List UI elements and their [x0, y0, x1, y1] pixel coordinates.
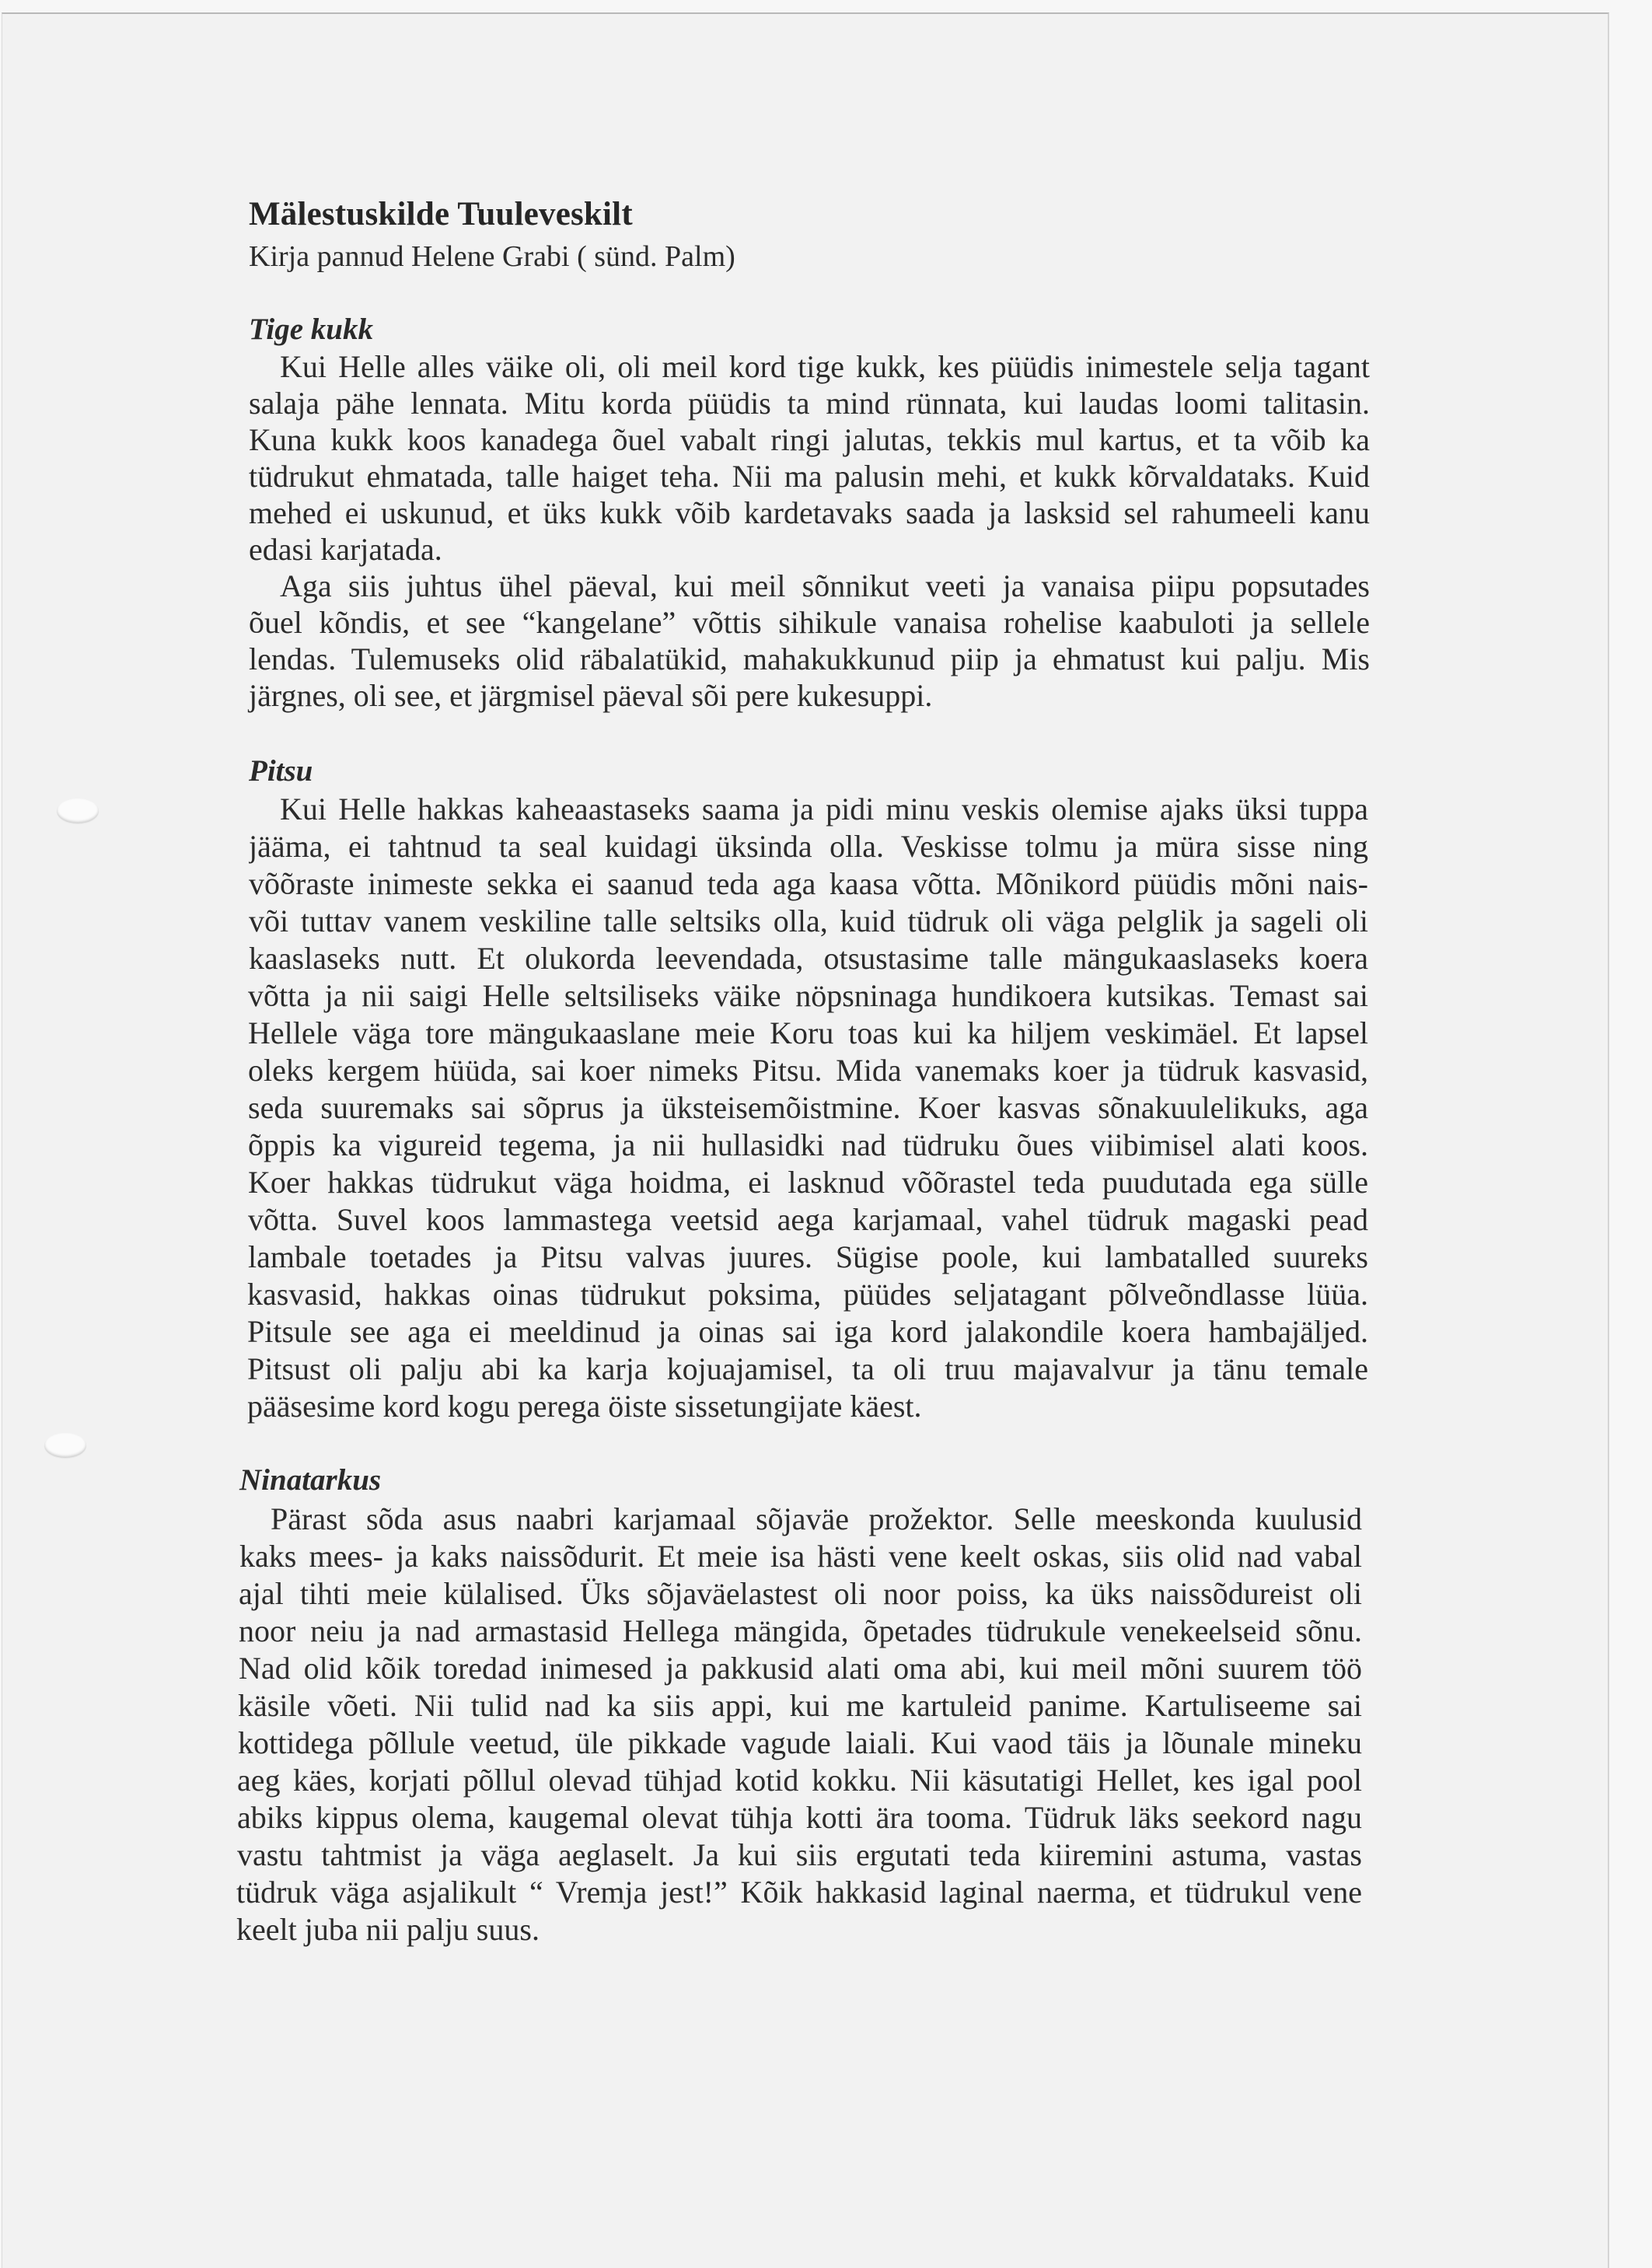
- paragraph-line: Kui Helle alles väike oli, oli meil kord tige kukk, kes püüdis inimestele selja tagant: [280, 349, 1370, 384]
- paragraph-line: tüdruk väga asjalikult “ Vremja jest!” Kõik hakkasid laginal naerma, et tüdrukul vene: [236, 1875, 1362, 1910]
- paragraph-line: Pärast sõda asus naabri karjamaal sõjaväe prožektor. Selle meeskonda kuulusid: [271, 1501, 1362, 1536]
- paragraph-line: õppis ka vigureid tegema, ja nii hullasidki nad tüdruku õues viibimisel alati koos.: [248, 1127, 1368, 1162]
- document-title: Mälestuskilde Tuuleveskilt: [249, 196, 633, 232]
- paragraph-line: Kui Helle hakkas kaheaastaseks saama ja pidi minu veskis olemise ajaks üksi tuppa: [280, 792, 1368, 826]
- paragraph-line: vastu tahtmist ja väga aeglaselt. Ja kui siis ergutati teda kiiremini astuma, vastas: [237, 1837, 1362, 1872]
- paragraph-line: kottidega põllule veetud, üle pikkade vagude laiali. Kui vaod täis ja lõunale mineku: [238, 1725, 1362, 1760]
- section-heading: Tige kukk: [249, 313, 373, 346]
- paragraph-line: ajal tihti meie külalised. Üks sõjaväelastest oli noor poiss, ka üks naissõdureist oli: [239, 1576, 1362, 1611]
- paragraph-line: oleks kergem hüüda, sai koer nimeks Pitsu. Mida vanemaks koer ja tüdruk kasvasid,: [248, 1053, 1368, 1088]
- paragraph-line: kasvasid, hakkas oinas tüdrukut poksima, püüdes seljatagant põlveõndlasse lüüa.: [247, 1277, 1368, 1312]
- paragraph-line: võtta. Suvel koos lammastega veetsid aega karjamaal, vahel tüdruk magaski pead: [248, 1202, 1368, 1237]
- paragraph-line: Pitsule see aga ei meeldinud ja oinas sai iga kord jalakondile koera hambajäljed.: [247, 1314, 1368, 1349]
- paragraph-line: Koer hakkas tüdrukut väga hoidma, ei lasknud võõrastel teda puudutada ega sülle: [248, 1165, 1368, 1200]
- punch-hole-upper: [57, 799, 99, 823]
- paragraph-line: või tuttav vanem veskiline talle seltsiks olla, kuid tüdruk oli väga pelglik ja sageli oli: [249, 903, 1368, 938]
- paragraph-line: Kuna kukk koos kanadega õuel vabalt ringi jalutas, tekkis mul kartus, et ta võib ka: [249, 422, 1370, 457]
- paragraph-line: kaaslaseks nutt. Et olukorda leevendada, otsustasime talle mängukaaslaseks koera: [249, 941, 1368, 976]
- paragraph-line: tüdrukut ehmatada, talle haiget teha. Nii ma palusin mehi, et kukk kõrvaldataks. Kuid: [249, 459, 1370, 494]
- paragraph-line: lendas. Tulemuseks olid räbalatükid, mahakukkunud piip ja ehmatust kui palju. Mis: [249, 641, 1370, 676]
- paragraph-line: pääsesime kord kogu perega öiste sissetungijate käest.: [247, 1389, 922, 1424]
- paragraph-line: käsile võeti. Nii tulid nad ka siis appi, kui me kartuleid panime. Kartuliseeme sai: [238, 1688, 1362, 1723]
- paragraph-line: kaks mees- ja kaks naissõdurit. Et meie isa hästi vene keelt oskas, siis olid nad vabal: [239, 1539, 1362, 1574]
- paragraph-line: Pitsust oli palju abi ka karja kojuajamisel, ta oli truu majavalvur ja tänu temale: [247, 1351, 1368, 1386]
- paragraph-line: võtta ja nii saigi Helle seltsiliseks väike nöpsninaga hundikoera kutsikas. Temast sai: [248, 978, 1368, 1013]
- paragraph-line: võõraste inimeste sekka ei saanud teda aga kaasa võtta. Mõnikord püüdis mõni nais-: [249, 866, 1368, 901]
- paragraph-line: Aga siis juhtus ühel päeval, kui meil sõnnikut veeti ja vanaisa piipu popsutades: [280, 568, 1370, 603]
- section-heading: Ninatarkus: [239, 1463, 382, 1497]
- paragraph-line: abiks kippus olema, kaugemal olevat tühja kotti ära tooma. Tüdruk läks seekord nagu: [237, 1800, 1362, 1835]
- paragraph-line: noor neiu ja nad armastasid Hellega mängida, õpetades tüdrukule venekeelseid sõnu.: [239, 1613, 1362, 1648]
- punch-hole-lower: [44, 1433, 86, 1458]
- paragraph-line: Nad olid kõik toredad inimesed ja pakkusid alati oma abi, kui meil mõni suurem töö: [239, 1651, 1362, 1686]
- paragraph-line: salaja pähe lennata. Mitu korda püüdis ta mind rünnata, kui laudas loomi talitasin.: [249, 386, 1370, 421]
- paragraph-line: õuel kõndis, et see “kangelane” võttis sihikule vanaisa rohelise kaabuloti ja sellele: [249, 605, 1370, 640]
- paragraph-line: lambale toetades ja Pitsu valvas juures. Sügise poole, kui lambatalled suureks: [248, 1239, 1368, 1274]
- paragraph-line: jääma, ei tahtnud ta seal kuidagi üksinda olla. Veskisse tolmu ja müra sisse ning: [249, 829, 1368, 864]
- paragraph-line: seda suuremaks sai sõprus ja üksteisemõistmine. Koer kasvas sõnakuulelikuks, aga: [248, 1090, 1368, 1125]
- section-heading: Pitsu: [249, 754, 313, 788]
- paragraph-line: mehed ei uskunud, et üks kukk võib kardetavaks saada ja lasksid sel rahumeeli kanu: [249, 495, 1370, 530]
- paragraph-line: Hellele väga tore mängukaaslane meie Koru toas kui ka hiljem veskimäel. Et lapsel: [248, 1015, 1368, 1050]
- document-subtitle: Kirja pannud Helene Grabi ( sünd. Palm): [249, 240, 735, 273]
- paragraph-line: järgnes, oli see, et järgmisel päeval sõi pere kukesuppi.: [249, 678, 933, 713]
- paragraph-line: keelt juba nii palju suus.: [236, 1912, 540, 1947]
- paragraph-line: edasi karjatada.: [249, 532, 442, 567]
- paragraph-line: aeg käes, korjati põllul olevad tühjad kotid kokku. Nii käsutatigi Hellet, kes igal pool: [237, 1763, 1362, 1798]
